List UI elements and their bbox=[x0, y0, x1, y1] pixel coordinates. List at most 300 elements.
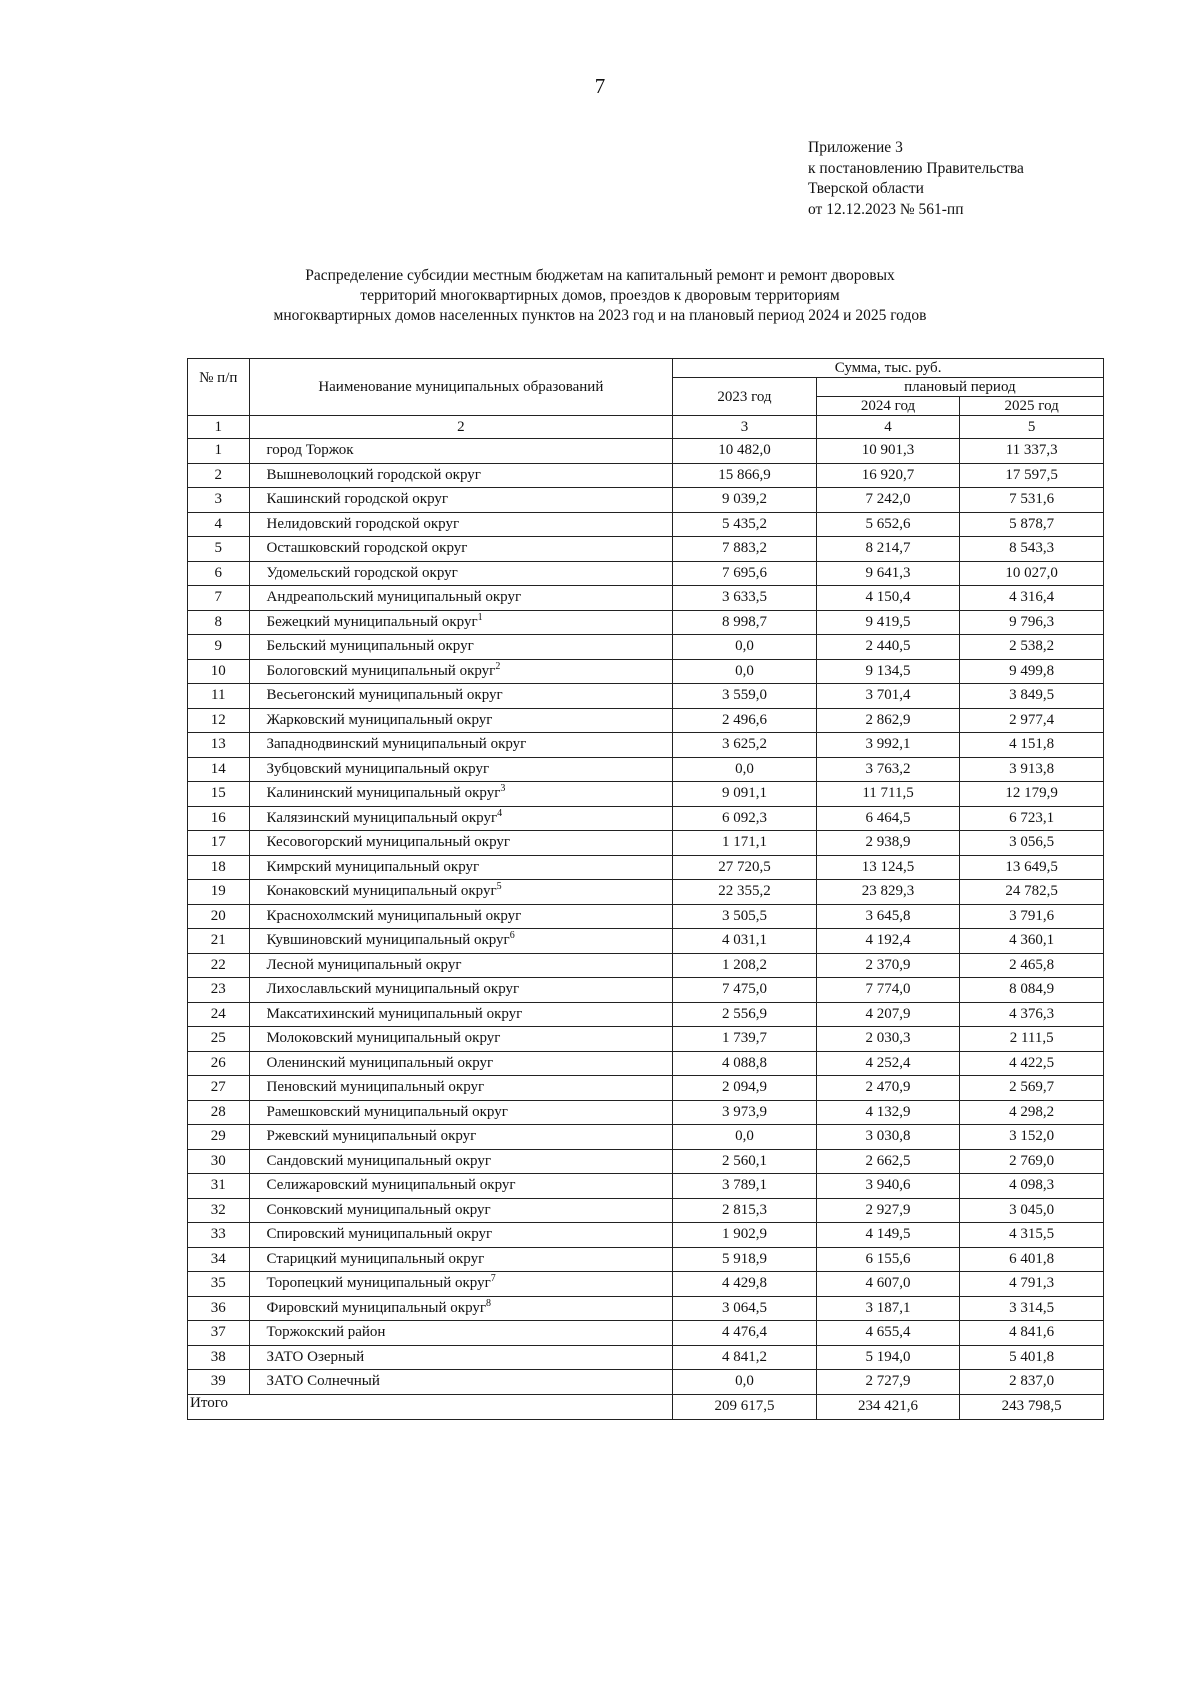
row-number: 19 bbox=[188, 880, 250, 905]
municipality-name-text: Вышневолоцкий городской округ bbox=[266, 466, 481, 483]
municipality-name bbox=[249, 929, 673, 954]
value-2024: 11 711,5 bbox=[816, 782, 960, 807]
table-row bbox=[188, 1174, 1104, 1199]
footnote-marker: 4 bbox=[497, 807, 503, 819]
municipality-name-text: Кашинский городской округ bbox=[266, 491, 449, 508]
column-number: 5 bbox=[960, 416, 1104, 439]
table-row bbox=[188, 1345, 1104, 1370]
municipality-name bbox=[249, 586, 673, 611]
municipality-name-text: Нелидовский городской округ bbox=[266, 515, 460, 532]
value-2025: 8 543,3 bbox=[960, 537, 1104, 562]
value-2024: 3 030,8 bbox=[816, 1125, 960, 1150]
municipality-name bbox=[249, 1321, 673, 1346]
municipality-name bbox=[249, 1247, 673, 1272]
municipality-name bbox=[249, 1100, 673, 1125]
municipality-name-text: Бежецкий муниципальный округ bbox=[266, 613, 478, 630]
municipality-name bbox=[249, 953, 673, 978]
table-row bbox=[188, 904, 1104, 929]
value-2024: 2 938,9 bbox=[816, 831, 960, 856]
value-2023: 22 355,2 bbox=[673, 880, 817, 905]
municipality-name-text: Сандовский муниципальный округ bbox=[266, 1152, 491, 1169]
row-number: 37 bbox=[188, 1321, 250, 1346]
row-number: 3 bbox=[188, 488, 250, 513]
value-2024: 3 645,8 bbox=[816, 904, 960, 929]
row-number: 33 bbox=[188, 1223, 250, 1248]
value-2025: 4 298,2 bbox=[960, 1100, 1104, 1125]
table-row bbox=[188, 1370, 1104, 1395]
appendix-line: Тверской области bbox=[808, 180, 924, 197]
value-2025: 2 769,0 bbox=[960, 1149, 1104, 1174]
table-row bbox=[188, 488, 1104, 513]
table-row bbox=[188, 1027, 1104, 1052]
municipality-name-text: Оленинский муниципальный округ bbox=[266, 1054, 494, 1071]
appendix-line: Приложение 3 bbox=[808, 139, 903, 156]
row-number: 4 bbox=[188, 512, 250, 537]
municipality-name bbox=[249, 610, 673, 635]
value-2023: 0,0 bbox=[673, 757, 817, 782]
value-2024: 5 652,6 bbox=[816, 512, 960, 537]
municipality-name-text: ЗАТО Озерный bbox=[266, 1348, 365, 1365]
value-2023: 2 556,9 bbox=[673, 1002, 817, 1027]
value-2025: 12 179,9 bbox=[960, 782, 1104, 807]
row-number: 24 bbox=[188, 1002, 250, 1027]
value-2025: 3 849,5 bbox=[960, 684, 1104, 709]
municipality-name bbox=[249, 463, 673, 488]
footnote-marker: 2 bbox=[495, 660, 501, 672]
municipality-name bbox=[249, 635, 673, 660]
municipality-name-text: Молоковский муниципальный округ bbox=[266, 1030, 501, 1047]
value-2024: 6 155,6 bbox=[816, 1247, 960, 1272]
value-2025: 11 337,3 bbox=[960, 439, 1104, 464]
value-2023: 27 720,5 bbox=[673, 855, 817, 880]
municipality-name-text: Пеновский муниципальный округ bbox=[266, 1079, 485, 1096]
value-2023: 2 815,3 bbox=[673, 1198, 817, 1223]
value-2025: 2 465,8 bbox=[960, 953, 1104, 978]
table-row bbox=[188, 953, 1104, 978]
value-2023: 2 094,9 bbox=[673, 1076, 817, 1101]
value-2023: 8 998,7 bbox=[673, 610, 817, 635]
value-2023: 4 476,4 bbox=[673, 1321, 817, 1346]
municipality-name bbox=[249, 659, 673, 684]
value-2024: 13 124,5 bbox=[816, 855, 960, 880]
table-row bbox=[188, 929, 1104, 954]
municipality-name bbox=[249, 904, 673, 929]
municipality-name bbox=[249, 1125, 673, 1150]
value-2025: 5 878,7 bbox=[960, 512, 1104, 537]
table-row bbox=[188, 1198, 1104, 1223]
table-row bbox=[188, 537, 1104, 562]
value-2025: 3 913,8 bbox=[960, 757, 1104, 782]
row-number: 2 bbox=[188, 463, 250, 488]
value-2023: 1 902,9 bbox=[673, 1223, 817, 1248]
municipality-name-text: Кесовогорский муниципальный округ bbox=[266, 834, 511, 851]
municipality-name bbox=[249, 561, 673, 586]
value-2024: 10 901,3 bbox=[816, 439, 960, 464]
value-2023: 4 031,1 bbox=[673, 929, 817, 954]
row-number: 6 bbox=[188, 561, 250, 586]
value-2024: 7 242,0 bbox=[816, 488, 960, 513]
row-number: 23 bbox=[188, 978, 250, 1003]
table-row bbox=[188, 1125, 1104, 1150]
row-number: 11 bbox=[188, 684, 250, 709]
table-row bbox=[188, 439, 1104, 464]
municipality-name-text: Краснохолмский муниципальный округ bbox=[266, 907, 522, 924]
value-2023: 0,0 bbox=[673, 635, 817, 660]
value-2023: 2 560,1 bbox=[673, 1149, 817, 1174]
appendix-block bbox=[808, 138, 1024, 220]
municipality-name-text: Лесной муниципальный округ bbox=[266, 956, 462, 973]
municipality-name-text: ЗАТО Солнечный bbox=[266, 1373, 380, 1390]
value-2025: 4 098,3 bbox=[960, 1174, 1104, 1199]
page-number: 7 bbox=[594, 74, 606, 98]
value-2024: 3 940,6 bbox=[816, 1174, 960, 1199]
value-2023: 4 841,2 bbox=[673, 1345, 817, 1370]
value-2024: 2 862,9 bbox=[816, 708, 960, 733]
table-row bbox=[188, 684, 1104, 709]
value-2024: 3 763,2 bbox=[816, 757, 960, 782]
row-number: 20 bbox=[188, 904, 250, 929]
table-row bbox=[188, 733, 1104, 758]
table-row bbox=[188, 512, 1104, 537]
municipality-name-text: Бельский муниципальный округ bbox=[266, 638, 474, 655]
value-2024: 3 187,1 bbox=[816, 1296, 960, 1321]
municipality-name-text: Кимрский муниципальный округ bbox=[266, 858, 480, 875]
value-2025: 3 791,6 bbox=[960, 904, 1104, 929]
value-2024: 2 030,3 bbox=[816, 1027, 960, 1052]
value-2023: 3 789,1 bbox=[673, 1174, 817, 1199]
municipality-name bbox=[249, 1198, 673, 1223]
row-number: 14 bbox=[188, 757, 250, 782]
municipality-name-text: Селижаровский муниципальный округ bbox=[266, 1177, 516, 1194]
value-2024: 23 829,3 bbox=[816, 880, 960, 905]
value-2023: 3 559,0 bbox=[673, 684, 817, 709]
municipality-name-text: Весьегонский муниципальный округ bbox=[266, 687, 503, 704]
value-2025: 7 531,6 bbox=[960, 488, 1104, 513]
municipality-name-text: Фировский муниципальный округ bbox=[266, 1299, 487, 1316]
column-number: 2 bbox=[249, 416, 673, 439]
value-2023: 1 739,7 bbox=[673, 1027, 817, 1052]
value-2023: 5 918,9 bbox=[673, 1247, 817, 1272]
municipality-name bbox=[249, 1272, 673, 1297]
municipality-name-text: Осташковский городской округ bbox=[266, 540, 468, 557]
municipality-name-text: Торжокский район bbox=[266, 1324, 386, 1341]
value-2025: 2 837,0 bbox=[960, 1370, 1104, 1395]
municipality-name bbox=[249, 855, 673, 880]
row-number: 1 bbox=[188, 439, 250, 464]
value-2023: 3 973,9 bbox=[673, 1100, 817, 1125]
column-number: 1 bbox=[188, 416, 250, 439]
table-row bbox=[188, 1076, 1104, 1101]
header-2025: 2025 год bbox=[960, 397, 1104, 416]
row-number: 5 bbox=[188, 537, 250, 562]
municipality-name-text: Андреапольский муниципальный округ bbox=[266, 589, 522, 606]
municipality-name-text: Торопецкий муниципальный округ bbox=[266, 1275, 491, 1292]
value-2023: 0,0 bbox=[673, 1125, 817, 1150]
row-number: 9 bbox=[188, 635, 250, 660]
row-number: 30 bbox=[188, 1149, 250, 1174]
municipality-name bbox=[249, 1174, 673, 1199]
value-2023: 2 496,6 bbox=[673, 708, 817, 733]
row-number: 8 bbox=[188, 610, 250, 635]
value-2023: 7 695,6 bbox=[673, 561, 817, 586]
value-2025: 10 027,0 bbox=[960, 561, 1104, 586]
value-2025: 17 597,5 bbox=[960, 463, 1104, 488]
value-2025: 4 376,3 bbox=[960, 1002, 1104, 1027]
value-2024: 9 641,3 bbox=[816, 561, 960, 586]
municipality-name bbox=[249, 708, 673, 733]
municipality-name bbox=[249, 488, 673, 513]
value-2024: 2 440,5 bbox=[816, 635, 960, 660]
municipality-name bbox=[249, 757, 673, 782]
value-2024: 2 370,9 bbox=[816, 953, 960, 978]
value-2024: 4 149,5 bbox=[816, 1223, 960, 1248]
row-number: 15 bbox=[188, 782, 250, 807]
value-2025: 3 056,5 bbox=[960, 831, 1104, 856]
municipality-name-text: Удомельский городской округ bbox=[266, 564, 458, 581]
footnote-marker: 5 bbox=[496, 881, 502, 893]
column-number-row bbox=[188, 416, 1104, 439]
value-2024: 9 134,5 bbox=[816, 659, 960, 684]
value-2025: 3 152,0 bbox=[960, 1125, 1104, 1150]
value-2025: 13 649,5 bbox=[960, 855, 1104, 880]
value-2023: 0,0 bbox=[673, 659, 817, 684]
value-2023: 7 475,0 bbox=[673, 978, 817, 1003]
value-2025: 4 360,1 bbox=[960, 929, 1104, 954]
value-2024: 4 150,4 bbox=[816, 586, 960, 611]
municipality-name-text: Жарковский муниципальный округ bbox=[266, 711, 493, 728]
row-number: 27 bbox=[188, 1076, 250, 1101]
value-2024: 6 464,5 bbox=[816, 806, 960, 831]
municipality-name-text: Конаковский муниципальный округ bbox=[266, 883, 497, 900]
municipality-name bbox=[249, 880, 673, 905]
value-2025: 9 499,8 bbox=[960, 659, 1104, 684]
value-2025: 4 422,5 bbox=[960, 1051, 1104, 1076]
total-2023: 209 617,5 bbox=[673, 1394, 817, 1419]
value-2023: 3 633,5 bbox=[673, 586, 817, 611]
total-2024: 234 421,6 bbox=[816, 1394, 960, 1419]
table-row bbox=[188, 1223, 1104, 1248]
value-2025: 3 045,0 bbox=[960, 1198, 1104, 1223]
municipality-name bbox=[249, 733, 673, 758]
table-row bbox=[188, 586, 1104, 611]
municipality-name-text: Старицкий муниципальный округ bbox=[266, 1250, 485, 1267]
table-row bbox=[188, 831, 1104, 856]
table-row bbox=[188, 782, 1104, 807]
footnote-marker: 1 bbox=[477, 611, 483, 623]
value-2025: 8 084,9 bbox=[960, 978, 1104, 1003]
value-2025: 4 316,4 bbox=[960, 586, 1104, 611]
subsidy-table bbox=[187, 358, 1104, 1420]
municipality-name-text: Калининский муниципальный округ bbox=[266, 785, 501, 802]
value-2023: 1 171,1 bbox=[673, 831, 817, 856]
value-2023: 3 064,5 bbox=[673, 1296, 817, 1321]
footnote-marker: 6 bbox=[509, 930, 515, 942]
value-2023: 4 088,8 bbox=[673, 1051, 817, 1076]
table-row bbox=[188, 610, 1104, 635]
header-sum: Сумма, тыс. руб. bbox=[673, 359, 1104, 378]
value-2025: 9 796,3 bbox=[960, 610, 1104, 635]
table-row bbox=[188, 1051, 1104, 1076]
municipality-name-text: Бологовский муниципальный округ bbox=[266, 662, 496, 679]
total-label: Итого bbox=[188, 1394, 673, 1419]
value-2023: 6 092,3 bbox=[673, 806, 817, 831]
value-2024: 2 470,9 bbox=[816, 1076, 960, 1101]
row-number: 26 bbox=[188, 1051, 250, 1076]
municipality-name-text: Максатихинский муниципальный округ bbox=[266, 1005, 523, 1022]
municipality-name bbox=[249, 831, 673, 856]
municipality-name-text: Сонковский муниципальный округ bbox=[266, 1201, 491, 1218]
municipality-name bbox=[249, 1027, 673, 1052]
municipality-name-text: Рамешковский муниципальный округ bbox=[266, 1103, 508, 1120]
value-2025: 5 401,8 bbox=[960, 1345, 1104, 1370]
value-2025: 2 569,7 bbox=[960, 1076, 1104, 1101]
value-2024: 8 214,7 bbox=[816, 537, 960, 562]
row-number: 16 bbox=[188, 806, 250, 831]
row-number: 28 bbox=[188, 1100, 250, 1125]
row-number: 7 bbox=[188, 586, 250, 611]
table-row bbox=[188, 659, 1104, 684]
municipality-name-text: Кувшиновский муниципальный округ bbox=[266, 932, 510, 949]
column-number: 4 bbox=[816, 416, 960, 439]
title-line: многоквартирных домов населенных пунктов на 2023 год и на плановый период 2024 и 2025 годов bbox=[273, 307, 927, 324]
total-row bbox=[188, 1394, 1104, 1419]
table-row bbox=[188, 855, 1104, 880]
table-row bbox=[188, 1247, 1104, 1272]
municipality-name bbox=[249, 537, 673, 562]
municipality-name bbox=[249, 806, 673, 831]
value-2025: 3 314,5 bbox=[960, 1296, 1104, 1321]
row-number: 18 bbox=[188, 855, 250, 880]
municipality-name-text: Ржевский муниципальный округ bbox=[266, 1128, 477, 1145]
value-2025: 2 538,2 bbox=[960, 635, 1104, 660]
value-2023: 9 039,2 bbox=[673, 488, 817, 513]
value-2023: 4 429,8 bbox=[673, 1272, 817, 1297]
value-2023: 0,0 bbox=[673, 1370, 817, 1395]
table-row bbox=[188, 561, 1104, 586]
value-2025: 4 791,3 bbox=[960, 1272, 1104, 1297]
row-number: 25 bbox=[188, 1027, 250, 1052]
row-number: 36 bbox=[188, 1296, 250, 1321]
value-2023: 10 482,0 bbox=[673, 439, 817, 464]
value-2024: 3 701,4 bbox=[816, 684, 960, 709]
value-2024: 16 920,7 bbox=[816, 463, 960, 488]
row-number: 32 bbox=[188, 1198, 250, 1223]
municipality-name bbox=[249, 782, 673, 807]
value-2024: 5 194,0 bbox=[816, 1345, 960, 1370]
value-2025: 2 111,5 bbox=[960, 1027, 1104, 1052]
municipality-name bbox=[249, 1223, 673, 1248]
municipality-name bbox=[249, 1149, 673, 1174]
table-row bbox=[188, 978, 1104, 1003]
header-2023: 2023 год bbox=[673, 378, 817, 416]
value-2023: 7 883,2 bbox=[673, 537, 817, 562]
value-2023: 3 505,5 bbox=[673, 904, 817, 929]
table-row bbox=[188, 880, 1104, 905]
table-row bbox=[188, 708, 1104, 733]
value-2025: 24 782,5 bbox=[960, 880, 1104, 905]
row-number: 35 bbox=[188, 1272, 250, 1297]
municipality-name-text: Лихославльский муниципальный округ bbox=[266, 981, 520, 998]
value-2024: 2 727,9 bbox=[816, 1370, 960, 1395]
title-line: территорий многоквартирных домов, проездов к дворовым территориям bbox=[360, 287, 840, 304]
table-row bbox=[188, 1272, 1104, 1297]
total-2025: 243 798,5 bbox=[960, 1394, 1104, 1419]
value-2025: 4 315,5 bbox=[960, 1223, 1104, 1248]
value-2024: 4 655,4 bbox=[816, 1321, 960, 1346]
value-2024: 4 252,4 bbox=[816, 1051, 960, 1076]
value-2023: 5 435,2 bbox=[673, 512, 817, 537]
value-2024: 2 662,5 bbox=[816, 1149, 960, 1174]
header-2024: 2024 год bbox=[816, 397, 960, 416]
value-2023: 9 091,1 bbox=[673, 782, 817, 807]
row-number: 13 bbox=[188, 733, 250, 758]
value-2023: 15 866,9 bbox=[673, 463, 817, 488]
value-2024: 4 207,9 bbox=[816, 1002, 960, 1027]
table-row bbox=[188, 1321, 1104, 1346]
value-2023: 1 208,2 bbox=[673, 953, 817, 978]
municipality-name-text: Западнодвинский муниципальный округ bbox=[266, 736, 527, 753]
municipality-name bbox=[249, 1345, 673, 1370]
row-number: 10 bbox=[188, 659, 250, 684]
value-2024: 7 774,0 bbox=[816, 978, 960, 1003]
row-number: 38 bbox=[188, 1345, 250, 1370]
municipality-name-text: Калязинский муниципальный округ bbox=[266, 809, 498, 826]
table-row bbox=[188, 635, 1104, 660]
row-number: 12 bbox=[188, 708, 250, 733]
municipality-name bbox=[249, 1002, 673, 1027]
footnote-marker: 8 bbox=[486, 1297, 492, 1309]
table-row bbox=[188, 1100, 1104, 1125]
appendix-line: от 12.12.2023 № 561-пп bbox=[808, 200, 964, 218]
header-name: Наименование муниципальных образований bbox=[249, 359, 673, 416]
row-number: 39 bbox=[188, 1370, 250, 1395]
footnote-marker: 7 bbox=[490, 1273, 496, 1285]
value-2024: 4 132,9 bbox=[816, 1100, 960, 1125]
appendix-line: к постановлению Правительства bbox=[808, 159, 1024, 177]
value-2025: 4 151,8 bbox=[960, 733, 1104, 758]
municipality-name bbox=[249, 684, 673, 709]
header-number: № п/п bbox=[188, 359, 250, 416]
column-number: 3 bbox=[673, 416, 817, 439]
value-2023: 3 625,2 bbox=[673, 733, 817, 758]
municipality-name-text: город Торжок bbox=[266, 442, 354, 459]
document-title bbox=[200, 266, 1000, 326]
municipality-name bbox=[249, 978, 673, 1003]
row-number: 21 bbox=[188, 929, 250, 954]
row-number: 22 bbox=[188, 953, 250, 978]
row-number: 31 bbox=[188, 1174, 250, 1199]
municipality-name-text: Спировский муниципальный округ bbox=[266, 1226, 493, 1243]
municipality-name bbox=[249, 1051, 673, 1076]
row-number: 29 bbox=[188, 1125, 250, 1150]
municipality-name-text: Зубцовский муниципальный округ bbox=[266, 760, 490, 777]
table-row bbox=[188, 1002, 1104, 1027]
row-number: 34 bbox=[188, 1247, 250, 1272]
footnote-marker: 3 bbox=[500, 783, 506, 795]
value-2025: 2 977,4 bbox=[960, 708, 1104, 733]
row-number: 17 bbox=[188, 831, 250, 856]
title-line: Распределение субсидии местным бюджетам на капитальный ремонт и ремонт дворовых bbox=[305, 267, 895, 284]
municipality-name bbox=[249, 1296, 673, 1321]
table-row bbox=[188, 1296, 1104, 1321]
municipality-name bbox=[249, 1076, 673, 1101]
municipality-name bbox=[249, 512, 673, 537]
value-2024: 4 607,0 bbox=[816, 1272, 960, 1297]
value-2024: 3 992,1 bbox=[816, 733, 960, 758]
municipality-name bbox=[249, 439, 673, 464]
value-2025: 4 841,6 bbox=[960, 1321, 1104, 1346]
table-row bbox=[188, 1149, 1104, 1174]
